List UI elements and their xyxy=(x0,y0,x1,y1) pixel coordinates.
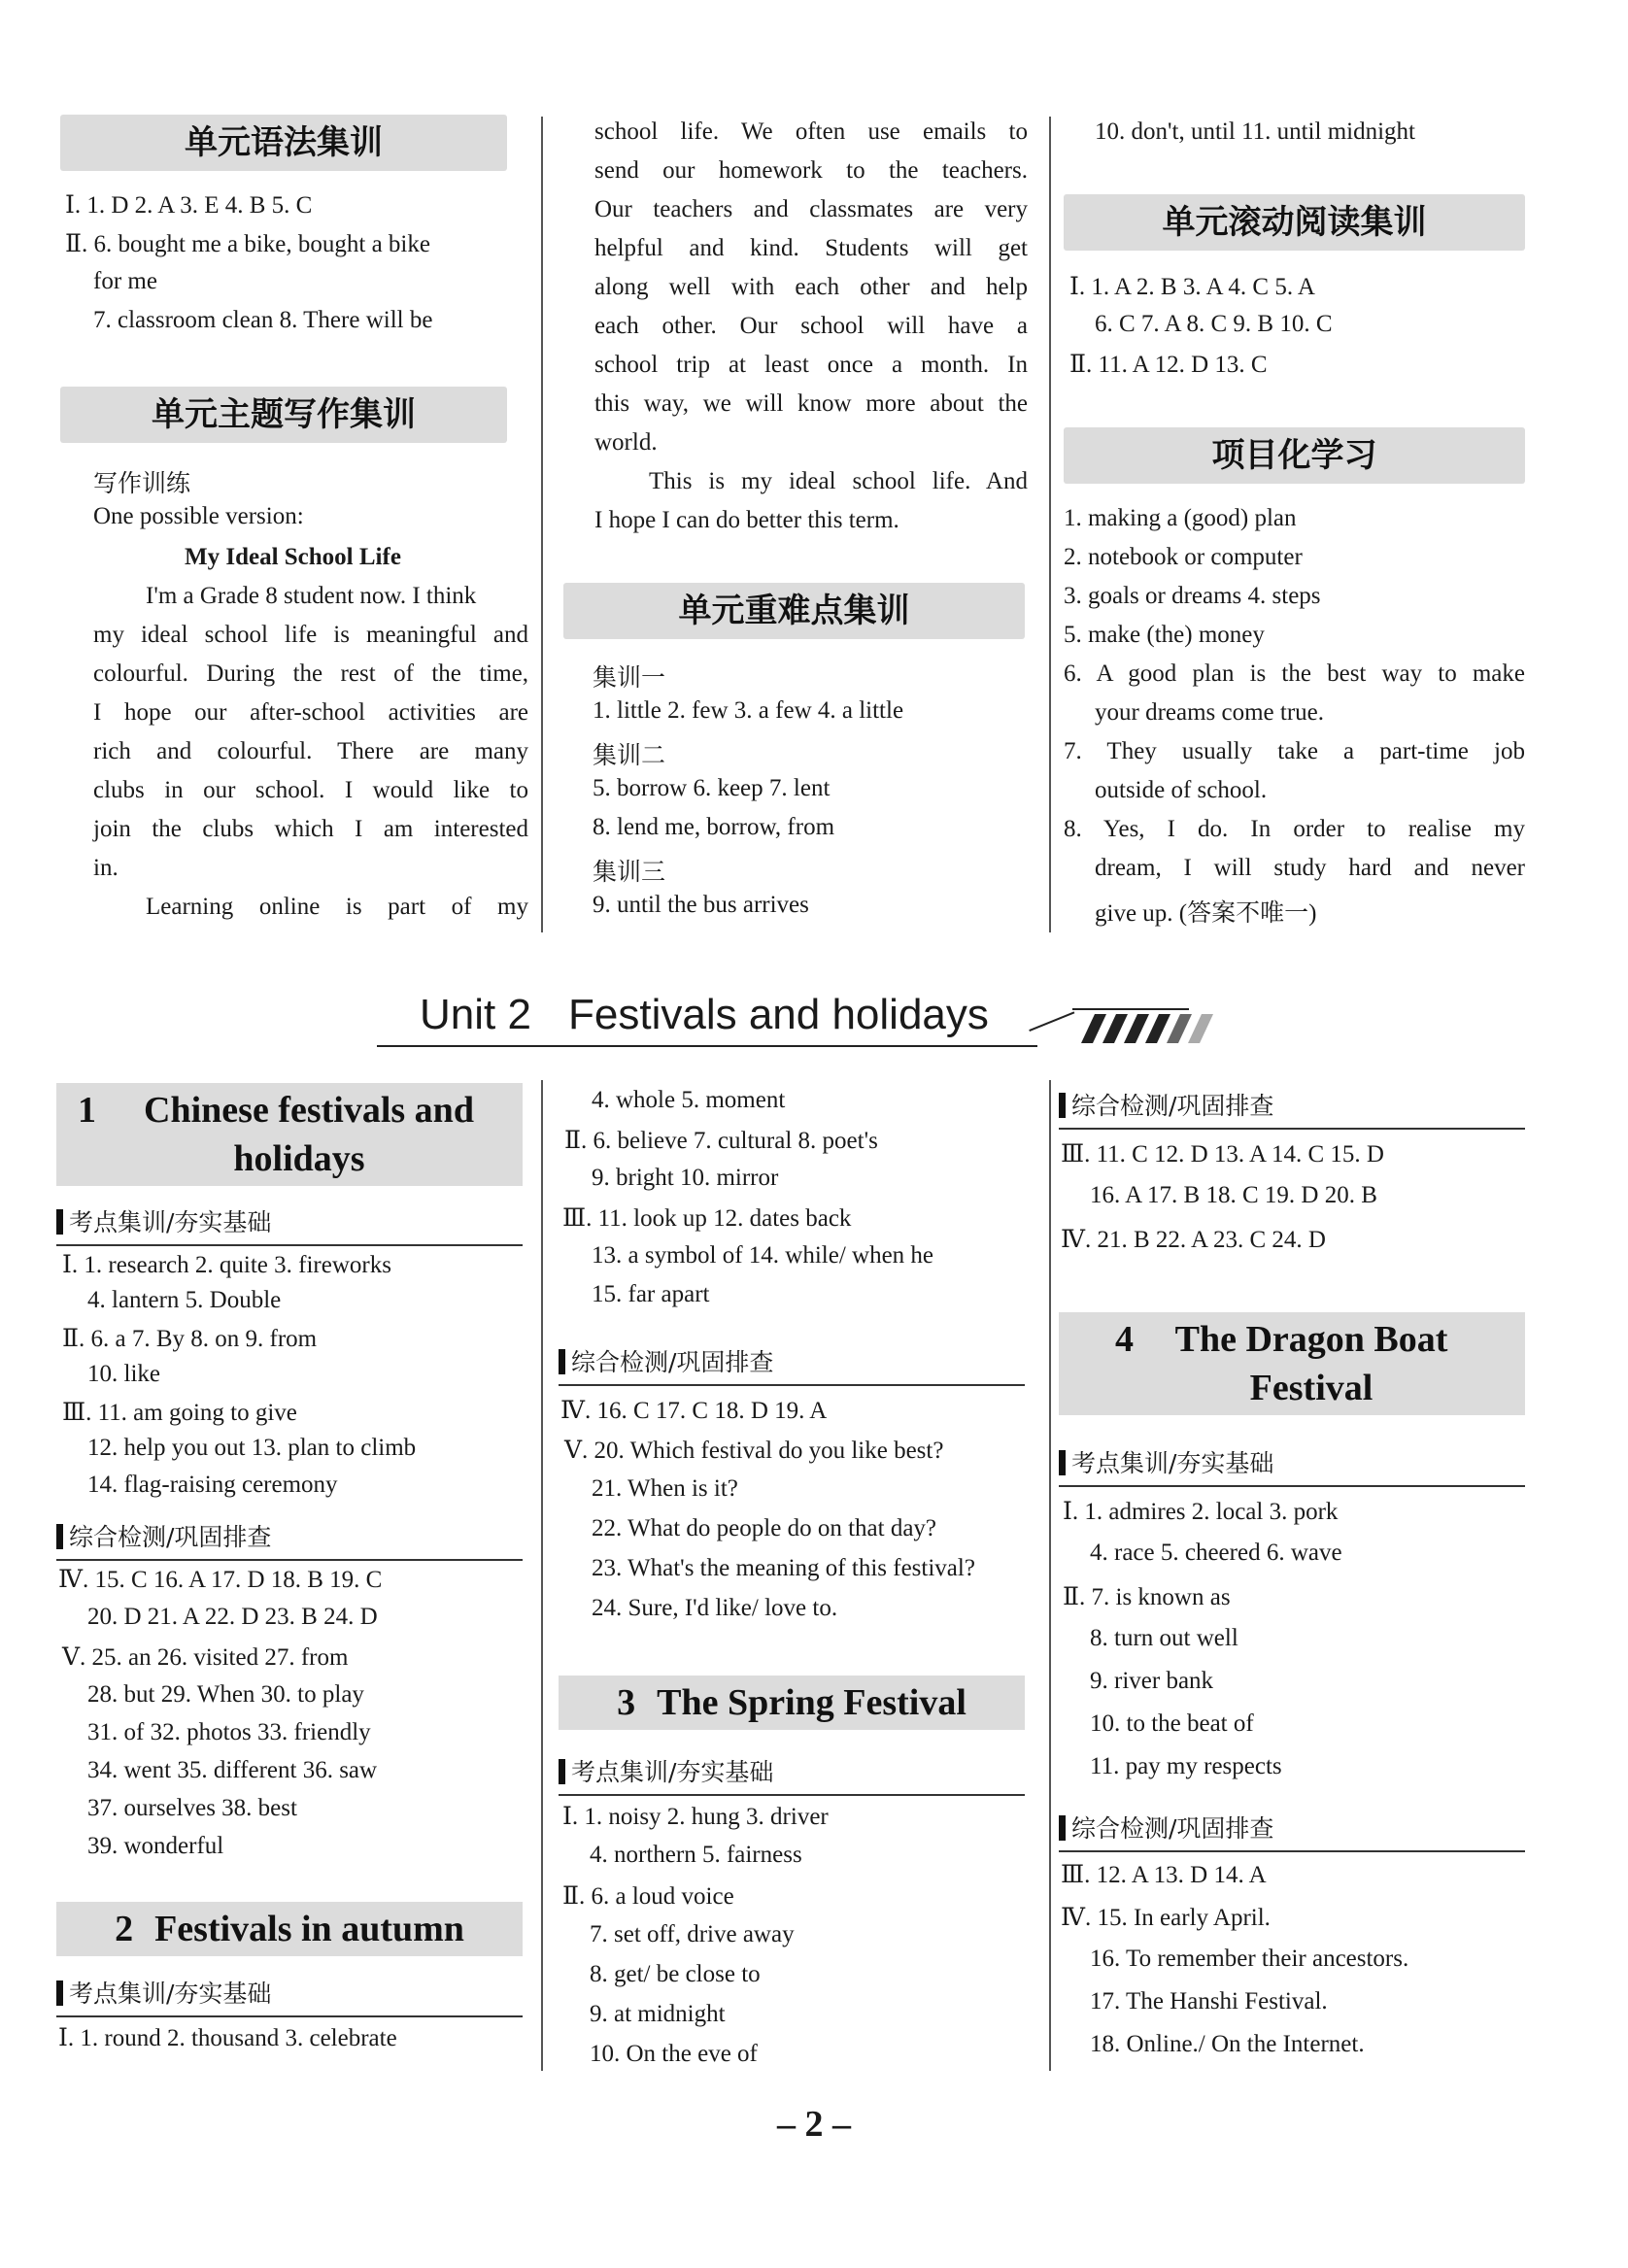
answer-line: 13. a symbol of 14. while/ when he xyxy=(592,1242,934,1269)
essay-line: I hope I can do better this term. xyxy=(594,507,899,533)
essay-line: in. xyxy=(93,855,119,881)
set-label: 集训一 xyxy=(593,663,666,692)
answer-line: 5. make (the) money xyxy=(1064,622,1265,648)
answer-line: 17. The Hanshi Festival. xyxy=(1090,1988,1328,2014)
answer-line: outside of school. xyxy=(1095,777,1268,803)
answer-line: 9. until the bus arrives xyxy=(593,892,809,918)
answer-line: 10. On the eve of xyxy=(590,2041,758,2067)
lesson-title-line-1: Chinese festivals and xyxy=(144,1090,474,1131)
answer-line: 9. river bank xyxy=(1090,1668,1214,1694)
answer-line: dream, I will study hard and never xyxy=(1095,855,1525,881)
answer-line: 28. but 29. When 30. to play xyxy=(87,1681,364,1708)
essay-line: each other. Our school will have a xyxy=(594,313,1028,339)
essay-line: Learning online is part of my xyxy=(146,894,528,920)
answer-line: 24. Sure, I'd like/ love to. xyxy=(592,1595,838,1621)
essay-line: this way, we will know more about the xyxy=(594,390,1028,417)
answer-line: 3. goals or dreams 4. steps xyxy=(1064,583,1321,609)
lesson-title-line-2: Festival xyxy=(1249,1368,1374,1408)
answer-line: 39. wonderful xyxy=(87,1833,224,1859)
column-divider xyxy=(541,117,543,932)
answer-line: Ⅰ. 1. A 2. B 3. A 4. C 5. A xyxy=(1069,274,1315,300)
answer-line: your dreams come true. xyxy=(1095,699,1325,726)
section-heading-text: 综合检测/巩固排查 xyxy=(571,1348,774,1376)
answer-line: 9. bright 10. mirror xyxy=(592,1165,779,1191)
column-divider xyxy=(1049,1080,1051,2071)
answer-line: 7. set off, drive away xyxy=(590,1921,795,1947)
answer-line: Ⅱ. 6. bought me a bike, bought a bike xyxy=(65,231,430,257)
section-heading-text: 考点集训/夯实基础 xyxy=(69,1208,272,1236)
unit-label: Unit 2 xyxy=(420,991,531,1038)
essay-line: send our homework to the teachers. xyxy=(594,157,1028,184)
essay-line: helpful and kind. Students will get xyxy=(594,235,1028,261)
section-heading xyxy=(56,1203,523,1238)
lesson-3-banner xyxy=(559,1676,1025,1730)
section-heading-text: 综合检测/巩固排查 xyxy=(1071,1814,1274,1843)
essay-line: I hope our after-school activities are xyxy=(93,699,528,726)
answer-line: 4. northern 5. fairness xyxy=(590,1842,802,1868)
answer-line: 15. far apart xyxy=(592,1281,710,1307)
section-heading-text: 考点集训/夯实基础 xyxy=(69,1980,272,2008)
answer-line: 4. lantern 5. Double xyxy=(87,1287,282,1313)
column-divider xyxy=(541,1080,543,2071)
answer-line: for me xyxy=(93,268,157,294)
answer-line: Ⅳ. 15. In early April. xyxy=(1061,1905,1271,1931)
answer-line: 10. like xyxy=(87,1361,160,1387)
answer-line: Ⅱ. 7. is known as xyxy=(1063,1584,1231,1610)
set-label: 集训二 xyxy=(593,741,666,769)
answer-line: 8. turn out well xyxy=(1090,1625,1238,1651)
answer-line: Ⅱ. 6. believe 7. cultural 8. poet's xyxy=(564,1128,878,1154)
essay-line: colourful. During the rest of the time, xyxy=(93,660,528,687)
answer-line: 8. Yes, I do. In order to realise my xyxy=(1064,816,1525,842)
unit-header xyxy=(369,989,1224,1047)
essay-line: join the clubs which I am interested xyxy=(93,816,528,842)
page-number: – 2 – xyxy=(777,2104,851,2145)
lesson-number: 3 xyxy=(617,1682,636,1723)
essay-line: world. xyxy=(594,429,658,456)
project-banner: 项目化学习 xyxy=(1064,427,1525,484)
section-heading-text: 考点集训/夯实基础 xyxy=(1071,1449,1274,1477)
answer-line: 16. To remember their ancestors. xyxy=(1090,1946,1409,1972)
unit-underline-slant xyxy=(1029,1011,1074,1032)
answer-line: 6. A good plan is the best way to make xyxy=(1064,660,1525,687)
answer-line: 20. D 21. A 22. D 23. B 24. D xyxy=(87,1604,378,1630)
answer-line: Ⅲ. 12. A 13. D 14. A xyxy=(1061,1862,1267,1888)
column-divider xyxy=(1049,117,1051,932)
lesson-4-banner xyxy=(1059,1312,1525,1415)
lesson-title-line-2: holidays xyxy=(233,1138,365,1179)
essay-line: along well with each other and help xyxy=(594,274,1028,300)
answer-line: 7. They usually take a part-time job xyxy=(1064,738,1525,764)
reading-banner: 单元滚动阅读集训 xyxy=(1064,194,1525,251)
answer-line: Ⅲ. 11. am going to give xyxy=(62,1400,297,1426)
answer-line: 22. What do people do on that day? xyxy=(592,1515,937,1541)
lesson-1-banner xyxy=(56,1083,523,1186)
section-heading xyxy=(56,1975,523,2010)
lesson-title: Festivals in autumn xyxy=(154,1909,464,1949)
answer-line: 34. went 35. different 36. saw xyxy=(87,1757,378,1783)
essay-title: My Ideal School Life xyxy=(185,544,401,570)
answer-line: 2. notebook or computer xyxy=(1064,544,1303,570)
answer-line: 10. to the beat of xyxy=(1090,1710,1254,1737)
lesson-title: The Spring Festival xyxy=(657,1682,967,1723)
answer-line: 16. A 17. B 18. C 19. D 20. B xyxy=(1090,1182,1377,1208)
writing-label: 写作训练 xyxy=(93,469,191,497)
answer-line: give up. (答案不唯一) xyxy=(1095,900,1317,927)
essay-line: This is my ideal school life. And xyxy=(649,468,1028,494)
section-heading-text: 综合检测/巩固排查 xyxy=(1071,1092,1274,1120)
answer-line: 18. Online./ On the Internet. xyxy=(1090,2031,1365,2057)
answer-line: Ⅲ. 11. look up 12. dates back xyxy=(562,1205,852,1232)
essay-line: my ideal school life is meaningful and xyxy=(93,622,528,648)
essay-line: school trip at least once a month. In xyxy=(594,352,1028,378)
answer-line: 4. whole 5. moment xyxy=(592,1087,786,1113)
section-heading xyxy=(1059,1444,1525,1479)
answer-line: 8. lend me, borrow, from xyxy=(593,814,835,840)
section-heading xyxy=(559,1753,1025,1788)
section-heading-text: 考点集训/夯实基础 xyxy=(571,1758,774,1786)
answer-line: 1. making a (good) plan xyxy=(1064,505,1297,531)
lesson-number: 1 xyxy=(78,1090,96,1131)
section-heading xyxy=(1059,1087,1525,1122)
set-label: 集训三 xyxy=(593,858,666,886)
essay-line: I'm a Grade 8 student now. I think xyxy=(146,583,477,609)
answer-line: Ⅰ. 1. round 2. thousand 3. celebrate xyxy=(58,2025,397,2051)
section-heading xyxy=(1059,1810,1525,1845)
answer-line: Ⅱ. 6. a 7. By 8. on 9. from xyxy=(62,1326,318,1352)
answer-line: Ⅱ. 11. A 12. D 13. C xyxy=(1069,352,1268,378)
answer-line: Ⅱ. 6. a loud voice xyxy=(562,1883,734,1910)
grammar-banner: 单元语法集训 xyxy=(60,115,507,171)
answer-line: 9. at midnight xyxy=(590,2001,726,2027)
essay-line: clubs in our school. I would like to xyxy=(93,777,528,803)
unit-title: Festivals and holidays xyxy=(568,991,989,1038)
answer-line: 31. of 32. photos 33. friendly xyxy=(87,1719,371,1745)
essay-line: Our teachers and classmates are very xyxy=(594,196,1028,222)
essay-line: rich and colourful. There are many xyxy=(93,738,528,764)
lesson-number: 2 xyxy=(115,1909,134,1949)
answer-line: Ⅰ. 1. D 2. A 3. E 4. B 5. C xyxy=(65,192,313,219)
answer-line: 6. C 7. A 8. C 9. B 10. C xyxy=(1095,311,1333,337)
answer-line: 37. ourselves 38. best xyxy=(87,1795,297,1821)
unit-underline xyxy=(377,1045,1037,1047)
lesson-title-line-1: The Dragon Boat xyxy=(1174,1319,1448,1360)
answer-line: Ⅰ. 1. research 2. quite 3. fireworks xyxy=(62,1252,391,1278)
essay-line: school life. We often use emails to xyxy=(594,118,1028,145)
answer-line: Ⅳ. 16. C 17. C 18. D 19. A xyxy=(560,1398,828,1424)
answer-line: 7. classroom clean 8. There will be xyxy=(93,307,433,333)
answer-line: 4. race 5. cheered 6. wave xyxy=(1090,1540,1342,1566)
answer-line: 11. pay my respects xyxy=(1090,1753,1282,1779)
difficult-points-banner: 单元重难点集训 xyxy=(563,583,1025,639)
lesson-2-banner xyxy=(56,1902,523,1956)
possible-version: One possible version: xyxy=(93,503,304,529)
writing-banner: 单元主题写作集训 xyxy=(60,387,507,443)
unit-underline-top xyxy=(1072,1008,1189,1010)
answer-line: Ⅴ. 25. an 26. visited 27. from xyxy=(62,1644,349,1671)
answer-line: 1. little 2. few 3. a few 4. a little xyxy=(593,697,904,724)
answer-line: Ⅰ. 1. admires 2. local 3. pork xyxy=(1063,1499,1339,1525)
section-heading-text: 综合检测/巩固排查 xyxy=(69,1523,272,1551)
answer-line: 5. borrow 6. keep 7. lent xyxy=(593,775,831,801)
answer-line: 14. flag-raising ceremony xyxy=(87,1472,338,1498)
answer-line: Ⅰ. 1. noisy 2. hung 3. driver xyxy=(562,1804,829,1830)
answer-line: 12. help you out 13. plan to climb xyxy=(87,1435,417,1461)
answer-line: 23. What's the meaning of this festival? xyxy=(592,1555,975,1581)
answer-line: 8. get/ be close to xyxy=(590,1961,761,1987)
answer-line: 10. don't, until 11. until midnight xyxy=(1095,118,1415,145)
answer-line: Ⅳ. 15. C 16. A 17. D 18. B 19. C xyxy=(58,1567,383,1593)
lesson-number: 4 xyxy=(1115,1319,1134,1360)
answer-line: Ⅳ. 21. B 22. A 23. C 24. D xyxy=(1061,1227,1326,1253)
section-heading xyxy=(56,1518,523,1553)
answer-line: Ⅴ. 20. Which festival do you like best? xyxy=(564,1438,944,1464)
answer-line: 21. When is it? xyxy=(592,1475,738,1502)
answer-line: Ⅲ. 11. C 12. D 13. A 14. C 15. D xyxy=(1061,1141,1384,1168)
section-heading xyxy=(559,1343,1025,1378)
